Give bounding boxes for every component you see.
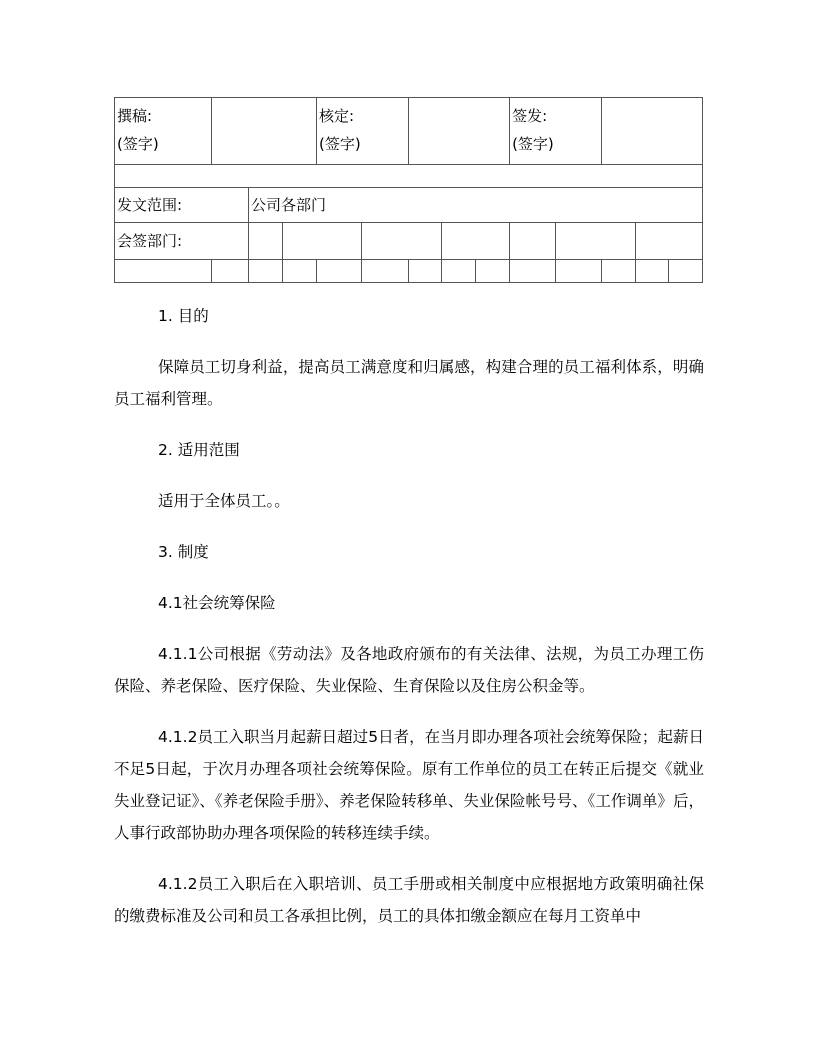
scope-row (115, 188, 703, 223)
cosign-cell (636, 223, 703, 260)
empty-cell (283, 260, 317, 283)
cosign-cell (249, 223, 283, 260)
empty-cell (476, 260, 510, 283)
cosign-cell (362, 223, 442, 260)
approval-table (114, 97, 703, 283)
verifier-label: 核定: (319, 107, 355, 125)
cosign-cell (510, 223, 556, 260)
empty-cell (249, 260, 283, 283)
signature-row (115, 98, 703, 165)
drafter-label: 撰稿: (117, 107, 153, 125)
issuer-label: 签发: (512, 107, 548, 125)
empty-cell (556, 260, 602, 283)
verifier-label-cell (317, 98, 409, 165)
drafter-signature-cell (212, 98, 317, 165)
drafter-label-cell (115, 98, 212, 165)
section-heading-scope: 2. 适用范围 (158, 441, 240, 459)
issuer-signature-cell (602, 98, 703, 165)
section-heading-policy: 3. 制度 (158, 543, 209, 561)
cosign-row (115, 223, 703, 260)
cosign-cell (283, 223, 362, 260)
empty-cell (510, 260, 556, 283)
cosign-cell (442, 223, 510, 260)
blank-row (115, 165, 703, 188)
issuer-label-cell (510, 98, 602, 165)
empty-cell (212, 260, 249, 283)
empty-cell (636, 260, 669, 283)
paragraph-purpose: 保障员工切身利益，提高员工满意度和归属感，构建合理的员工福利体系，明确员工福利管理。 (114, 358, 704, 408)
cosign-extra-row (115, 260, 703, 283)
empty-cell (115, 260, 212, 283)
issuer-signature-hint: (签字) (512, 135, 554, 153)
verifier-signature-cell (409, 98, 510, 165)
drafter-signature-hint: (签字) (117, 135, 159, 153)
paragraph-4-1-1: 4.1.1公司根据《劳动法》及各地政府颁布的有关法律、法规，为员工办理工伤保险、养老保险、医疗保险、失业保险、生育保险以及住房公积金等。 (114, 645, 704, 695)
subsection-heading-social-insurance: 4.1社会统筹保险 (158, 594, 276, 612)
paragraph-4-1-2-enrollment: 4.1.2员工入职当月起薪日超过5日者，在当月即办理各项社会统筹保险；起薪日不足5日起，于次月办理各项社会统筹保险。原有工作单位的员工在转正后提交《就业失业登记证》、《养老保险手册》、养老保险转移单、失业保险帐号号、《工作调单》后，人事行政部协助办理各项保险的转移连续手续。 (114, 728, 704, 842)
scope-value: 公司各部门 (249, 188, 703, 223)
empty-cell (602, 260, 636, 283)
paragraph-scope: 适用于全体员工。。 (158, 492, 290, 510)
empty-cell (669, 260, 703, 283)
scope-label: 发文范围: (115, 188, 249, 223)
blank-cell (115, 165, 703, 188)
empty-cell (442, 260, 476, 283)
empty-cell (409, 260, 442, 283)
empty-cell (317, 260, 362, 283)
cosign-label: 会签部门: (115, 223, 249, 260)
cosign-cell (556, 223, 636, 260)
document-body (114, 300, 704, 932)
empty-cell (362, 260, 409, 283)
paragraph-4-1-2-contribution: 4.1.2员工入职后在入职培训、员工手册或相关制度中应根据地方政策明确社保的缴费标准及公司和员工各承担比例，员工的具体扣缴金额应在每月工资单中 (114, 875, 704, 925)
verifier-signature-hint: (签字) (319, 135, 361, 153)
section-heading-purpose: 1. 目的 (158, 307, 209, 325)
